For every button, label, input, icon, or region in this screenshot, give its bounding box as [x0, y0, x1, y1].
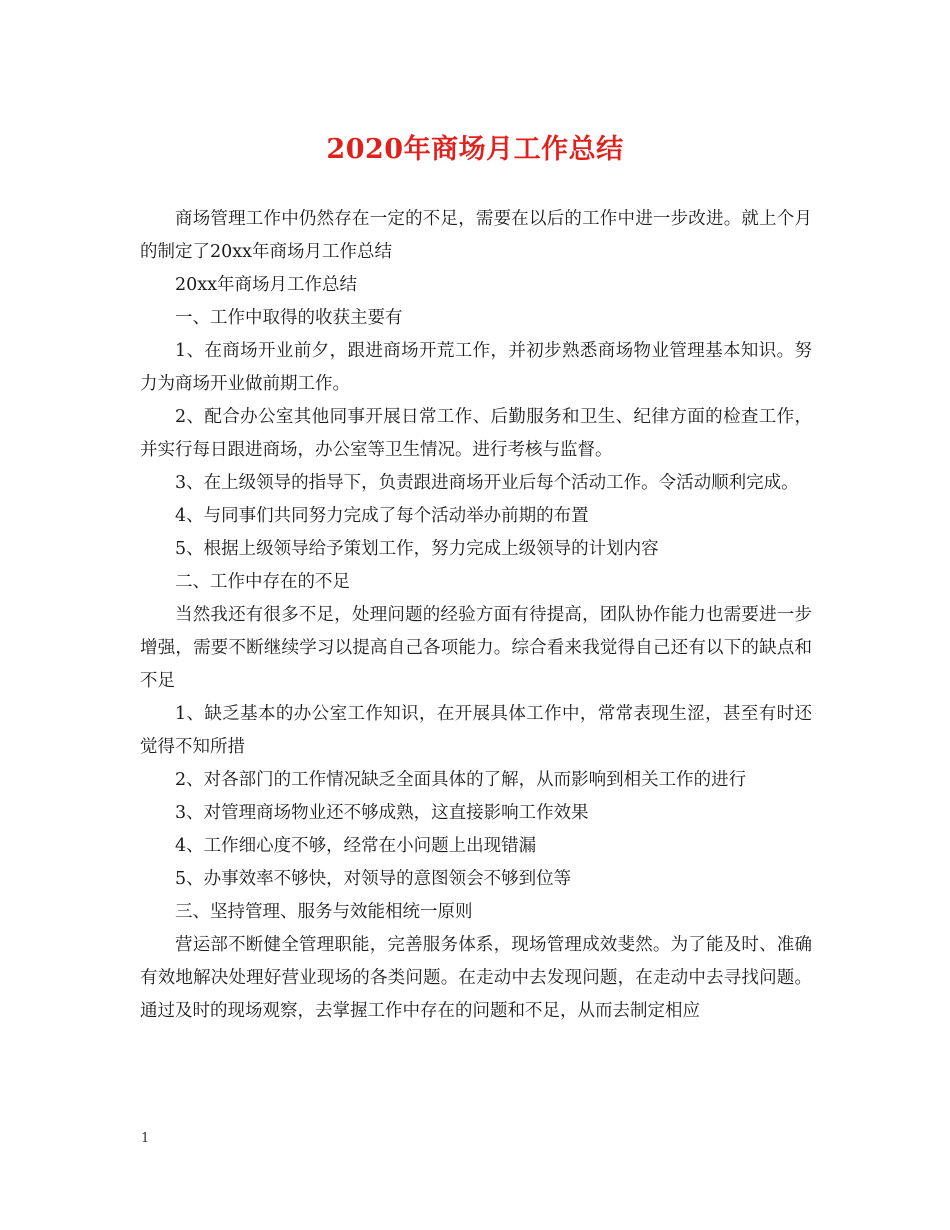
list-item: 3、在上级领导的指导下，负责跟进商场开业后每个活动工作。令活动顺利完成。: [175, 473, 799, 493]
list-item: 1、缺乏基本的办公室工作知识，在开展具体工作中，常常表现生涩，甚至有时还觉得不知所措: [140, 704, 812, 757]
list-item: 1、在商场开业前夕，跟进商场开荒工作，并初步熟悉商场物业管理基本知识。努力为商场开业做前期工作。: [140, 341, 812, 394]
section-heading: 二、工作中存在的不足: [175, 572, 350, 592]
list-item: 5、办事效率不够快，对领导的意图领会不够到位等: [175, 869, 572, 889]
paragraph: 20xx年商场月工作总结: [175, 275, 358, 295]
page-number: 1: [141, 1131, 150, 1146]
paragraph: 当然我还有很多不足，处理问题的经验方面有待提高，团队协作能力也需要进一步增强，需要不断继续学习以提高自己各项能力。综合看来我觉得自己还有以下的缺点和不足: [140, 605, 812, 691]
paragraph: 商场管理工作中仍然存在一定的不足，需要在以后的工作中进一步改进。就上个月的制定了20xx年商场月工作总结: [140, 209, 812, 262]
list-item: 5、根据上级领导给予策划工作，努力完成上级领导的计划内容: [175, 539, 659, 559]
section-heading: 三、坚持管理、服务与效能相统一原则: [175, 902, 473, 922]
paragraph: 营运部不断健全管理职能，完善服务体系，现场管理成效斐然。为了能及时、准确有效地解决处理好营业现场的各类问题。在走动中去发现问题，在走动中去寻找问题。通过及时的现场观察，去掌握工作中存在的问题和不足，从而去制定相应: [140, 935, 812, 1021]
list-item: 4、工作细心度不够，经常在小问题上出现错漏: [175, 836, 537, 856]
list-item: 3、对管理商场物业还不够成熟，这直接影响工作效果: [175, 803, 589, 823]
list-item: 4、与同事们共同努力完成了每个活动举办前期的布置: [175, 506, 589, 526]
section-heading: 一、工作中取得的收获主要有: [175, 308, 403, 328]
list-item: 2、对各部门的工作情况缺乏全面具体的了解，从而影响到相关工作的进行: [175, 770, 747, 790]
list-item: 2、配合办公室其他同事开展日常工作、后勤服务和卫生、纪律方面的检查工作，并实行每日跟进商场，办公室等卫生情况。进行考核与监督。: [140, 407, 812, 460]
document-body: [140, 203, 812, 1028]
document-title: 2020年商场月工作总结: [326, 134, 624, 165]
